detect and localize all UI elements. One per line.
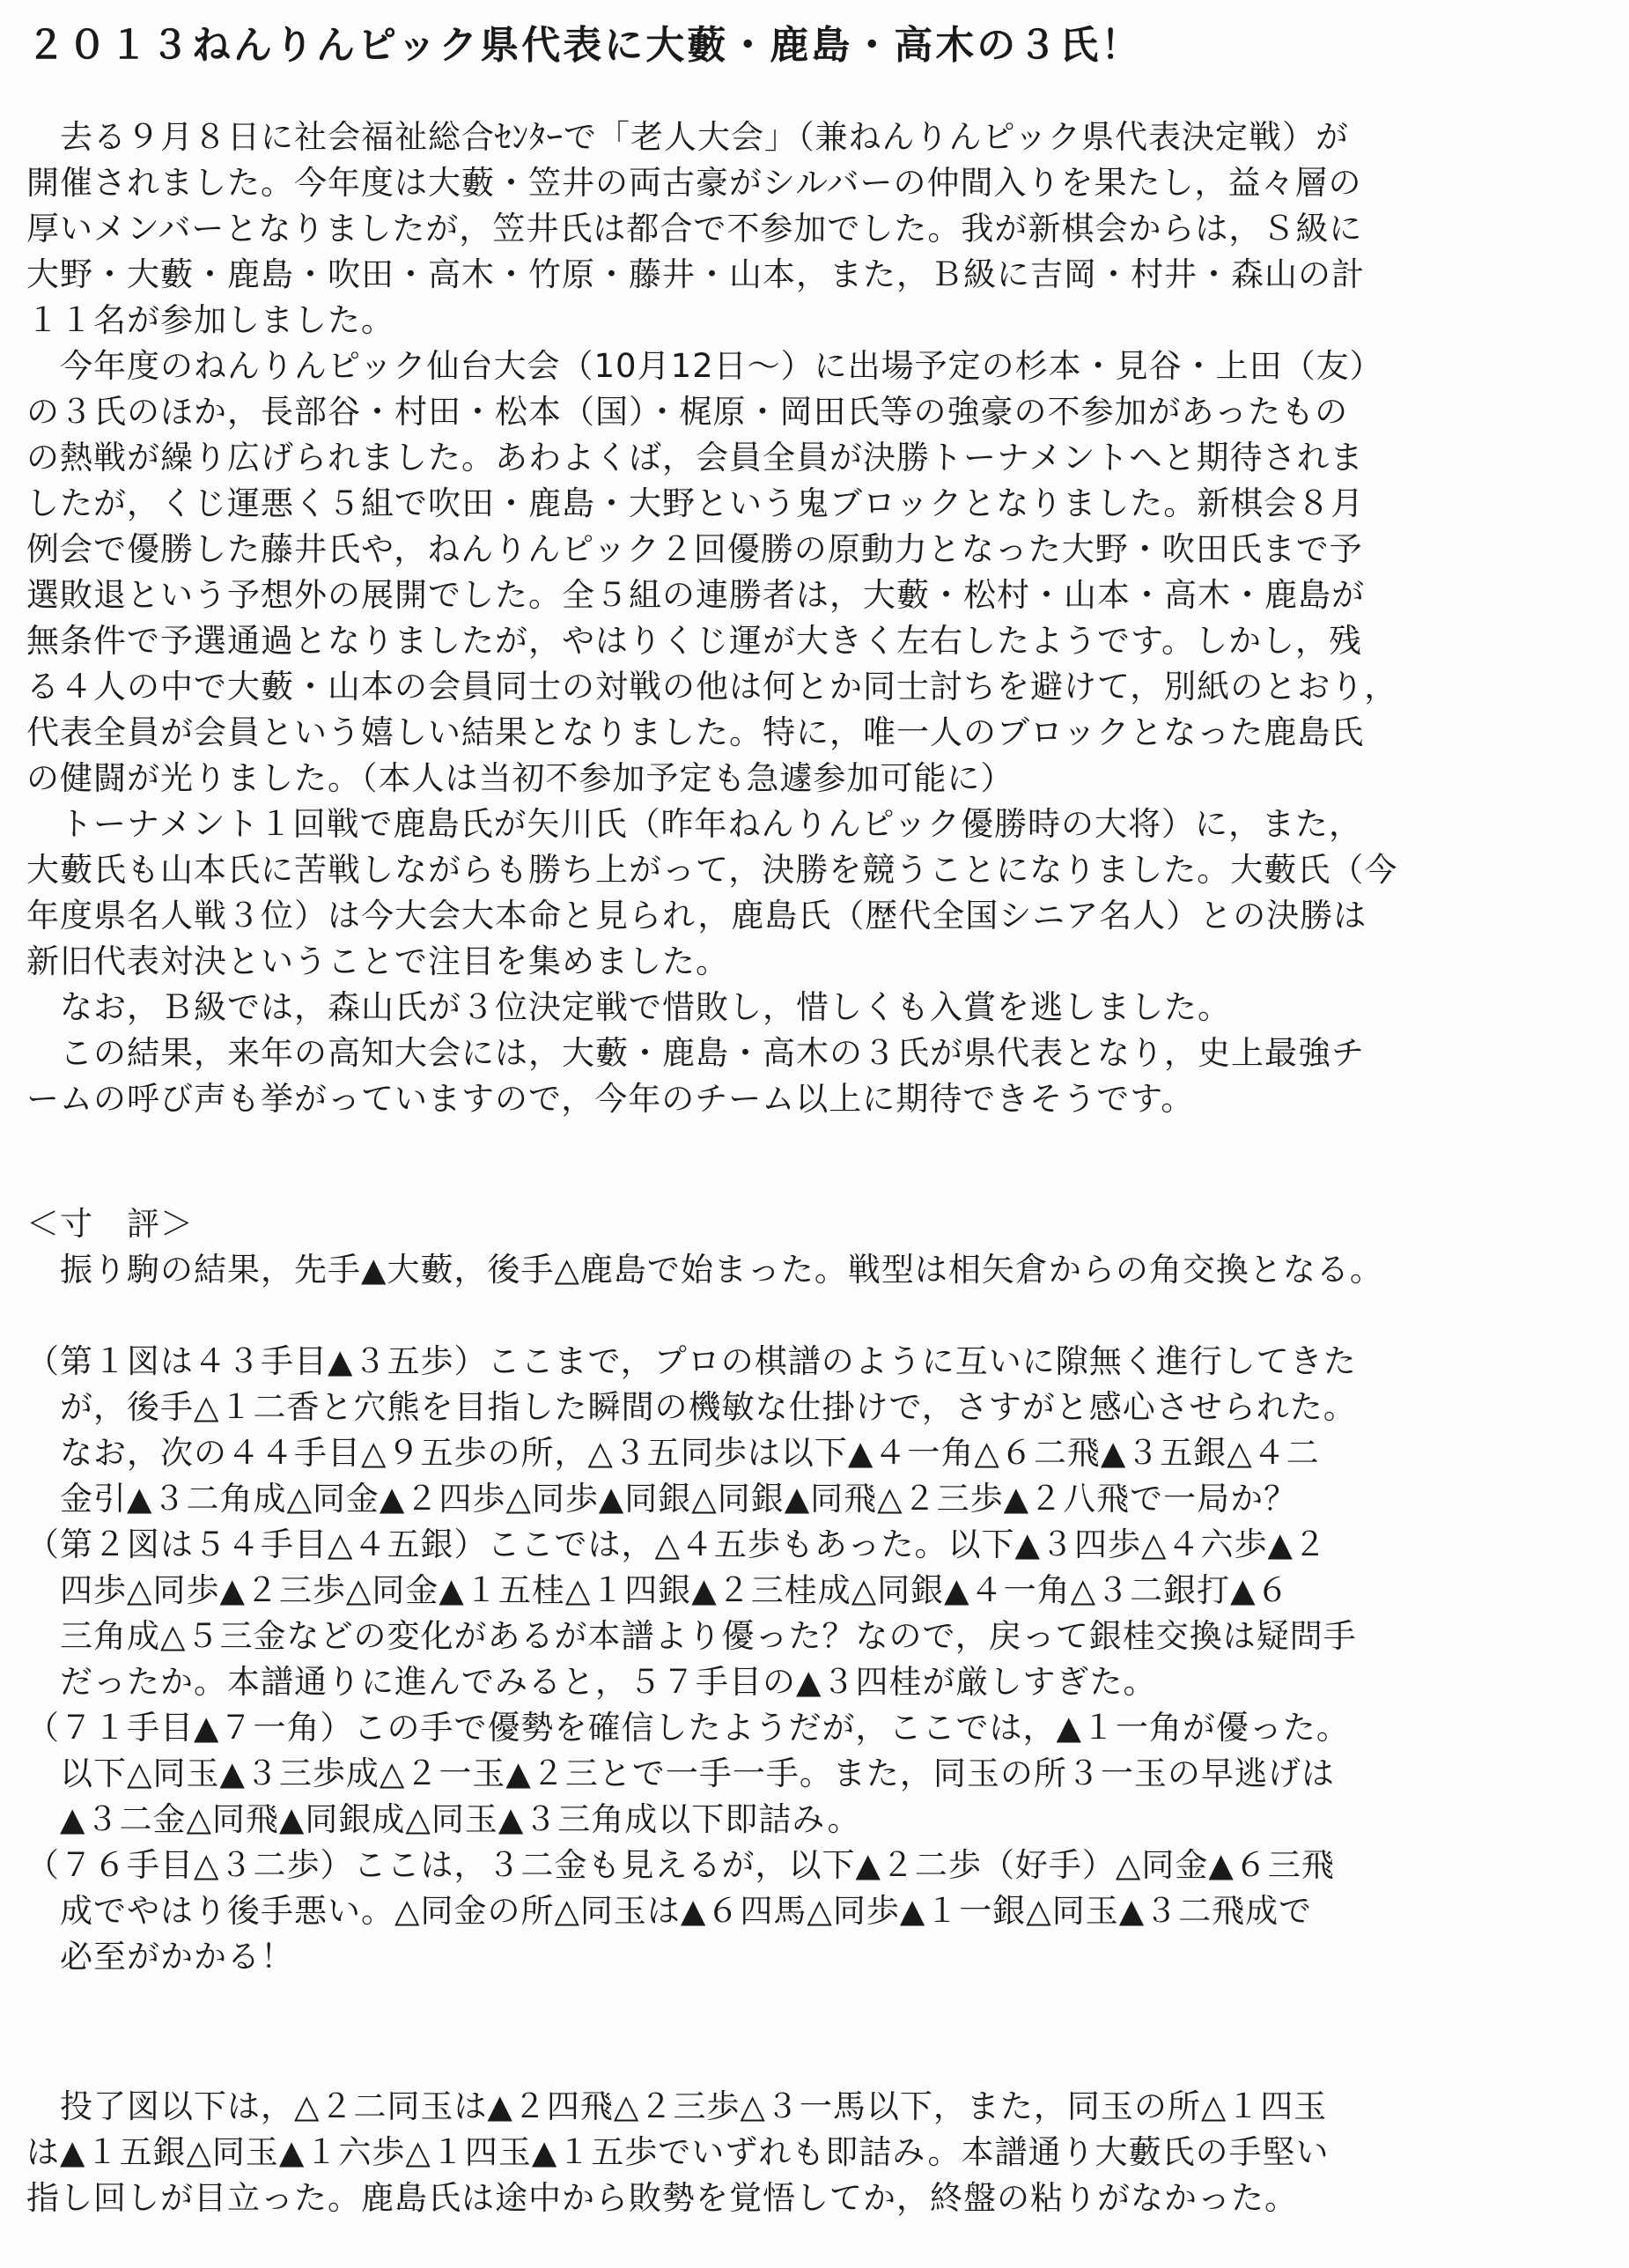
text-line: 今年度のねんりんピック仙台大会（10月12日〜）に出場予定の杉本・見谷・上田（友） bbox=[26, 347, 1383, 385]
text-line: 選敗退という予想外の展開でした。全５組の連勝者は，大藪・松村・山本・高木・鹿島が bbox=[26, 576, 1365, 614]
text-line: は▲１五銀△同玉▲１六歩△１四玉▲１五歩でいずれも即詰み。本譜通り大藪氏の手堅い bbox=[26, 2133, 1330, 2171]
text-line: 指し回しが目立った。鹿島氏は途中から敗勢を覚悟してか，終盤の粘りがなかった。 bbox=[26, 2179, 1298, 2217]
text-line: 大藪氏も山本氏に苦戦しながらも勝ち上がって，決勝を競うことになりました。大藪氏（今 bbox=[26, 851, 1398, 889]
text-line: 投了図以下は，△２二同玉は▲２四飛△２三歩△３一馬以下，また，同玉の所△１四玉 bbox=[26, 2087, 1328, 2125]
text-line: 例会で優勝した藤井氏や，ねんりんピック２回優勝の原動力となった大野・吹田氏まで予 bbox=[26, 530, 1363, 568]
text-line: 厚いメンバーとなりましたが，笠井氏は都合で不参加でした。我が新棋会からは，Ｓ級に bbox=[26, 210, 1363, 247]
text-line: （第２図は５４手目△４五銀）ここでは，△４五歩もあった。以下▲３四歩△４六歩▲２ bbox=[26, 1526, 1327, 1563]
text-line: 四歩△同歩▲２三歩△同金▲１五桂△１四銀▲２三桂成△同銀▲４一角△３二銀打▲６ bbox=[26, 1571, 1290, 1609]
text-line: ームの呼び声も挙がっていますので，今年のチーム以上に期待できそうです。 bbox=[26, 1080, 1195, 1118]
article-title: ２０１３ねんりんピック県代表に大藪・鹿島・高木の３氏！ bbox=[26, 23, 1143, 68]
text-line: 振り駒の結果，先手▲大藪，後手△鹿島で始まった。戦型は相矢倉からの角交換となる。 bbox=[26, 1251, 1383, 1289]
text-line: の３氏のほか，長部谷・村田・松本（国）・梶原・岡田氏等の強豪の不参加があったもの bbox=[26, 393, 1349, 431]
text-line: 新旧代表対決ということで注目を集めました。 bbox=[26, 942, 729, 980]
text-line: この結果，来年の高知大会には，大藪・鹿島・高木の３氏が県代表となり，史上最強チ bbox=[26, 1034, 1365, 1072]
text-line: なお，Ｂ級では，森山氏が３位決定戦で惜敗し，惜しくも入賞を逃しました。 bbox=[26, 988, 1231, 1026]
text-line: 必至がかかる！ bbox=[26, 1938, 294, 1976]
text-line: 開催されました。今年度は大藪・笠井の両古豪がシルバーの仲間入りを果たし，益々層の bbox=[26, 164, 1362, 202]
section-heading: ＜寸 評＞ bbox=[26, 1205, 194, 1243]
text-line: 年度県名人戦３位）は今大会大本命と見られ，鹿島氏（歴代全国シニア名人）との決勝は bbox=[26, 897, 1367, 935]
text-line: （７１手目▲７一角）この手で優勢を確信したようだが，ここでは，▲１一角が優った。 bbox=[26, 1709, 1350, 1747]
text-line: 去る９月８日に社会福祉総合ｾﾝﾀｰで「老人大会」（兼ねんりんピック県代表決定戦）が bbox=[26, 118, 1350, 156]
text-line: 大野・大藪・鹿島・吹田・高木・竹原・藤井・山本，また，Ｂ級に吉岡・村井・森山の計 bbox=[26, 255, 1365, 293]
text-line: （第１図は４３手目▲３五歩）ここまで，プロの棋譜のように互いに隙無く進行してきた bbox=[26, 1342, 1357, 1380]
text-line: 無条件で予選通過となりましたが，やはりくじ運が大きく左右したようです。しかし，残 bbox=[26, 622, 1363, 660]
text-line: る４人の中で大藪・山本の会員同士の対戦の他は何とか同士討ちを避けて，別紙のとおり， bbox=[26, 668, 1398, 706]
text-line: だったか。本譜通りに進んでみると，５７手目の▲３四桂が厳しすぎた。 bbox=[26, 1663, 1157, 1701]
text-line: 代表全員が会員という嬉しい結果となりました。特に，唯一人のブロックとなった鹿島氏 bbox=[26, 713, 1365, 751]
text-line: トーナメント１回戦で鹿島氏が矢川氏（昨年ねんりんピック優勝時の大将）に，また， bbox=[26, 805, 1363, 843]
text-line: 成でやはり後手悪い。△同金の所△同玉は▲６四馬△同歩▲１一銀△同玉▲３二飛成で bbox=[26, 1892, 1313, 1930]
text-line: 以下△同玉▲３三歩成△２一玉▲２三とで一手一手。また，同玉の所３一玉の早逃げは bbox=[26, 1755, 1335, 1792]
text-line: なお，次の４４手目△９五歩の所，△３五同歩は以下▲４一角△６二飛▲３五銀△４二 bbox=[26, 1434, 1320, 1472]
text-line: ▲３二金△同飛▲同銀成△同玉▲３三角成以下即詰み。 bbox=[26, 1800, 861, 1838]
text-line: の熱戦が繰り広げられました。あわよくば，会員全員が決勝トーナメントへと期待されま bbox=[26, 439, 1364, 477]
text-line: １１名が参加しました。 bbox=[26, 301, 394, 339]
text-line: （７６手目△３二歩）ここは，３二金も見えるが，以下▲２二歩（好手）△同金▲６三飛 bbox=[26, 1846, 1335, 1884]
text-line: したが，くじ運悪く５組で吹田・鹿島・大野という鬼ブロックとなりました。新棋会８月 bbox=[26, 484, 1365, 522]
text-line: の健闘が光りました。（本人は当初不参加予定も急遽参加可能に） bbox=[26, 759, 1014, 797]
text-line: 三角成△５三金などの変化があるが本譜より優った？なので，戻って銀桂交換は疑問手 bbox=[26, 1617, 1357, 1655]
text-line: 金引▲３二角成△同金▲２四歩△同歩▲同銀△同銀▲同飛△２三歩▲２八飛で一局か？ bbox=[26, 1480, 1298, 1518]
text-line: が，後手△１二香と穴熊を目指した瞬間の機敏な仕掛けで，さすがと感心させられた。 bbox=[26, 1388, 1357, 1426]
